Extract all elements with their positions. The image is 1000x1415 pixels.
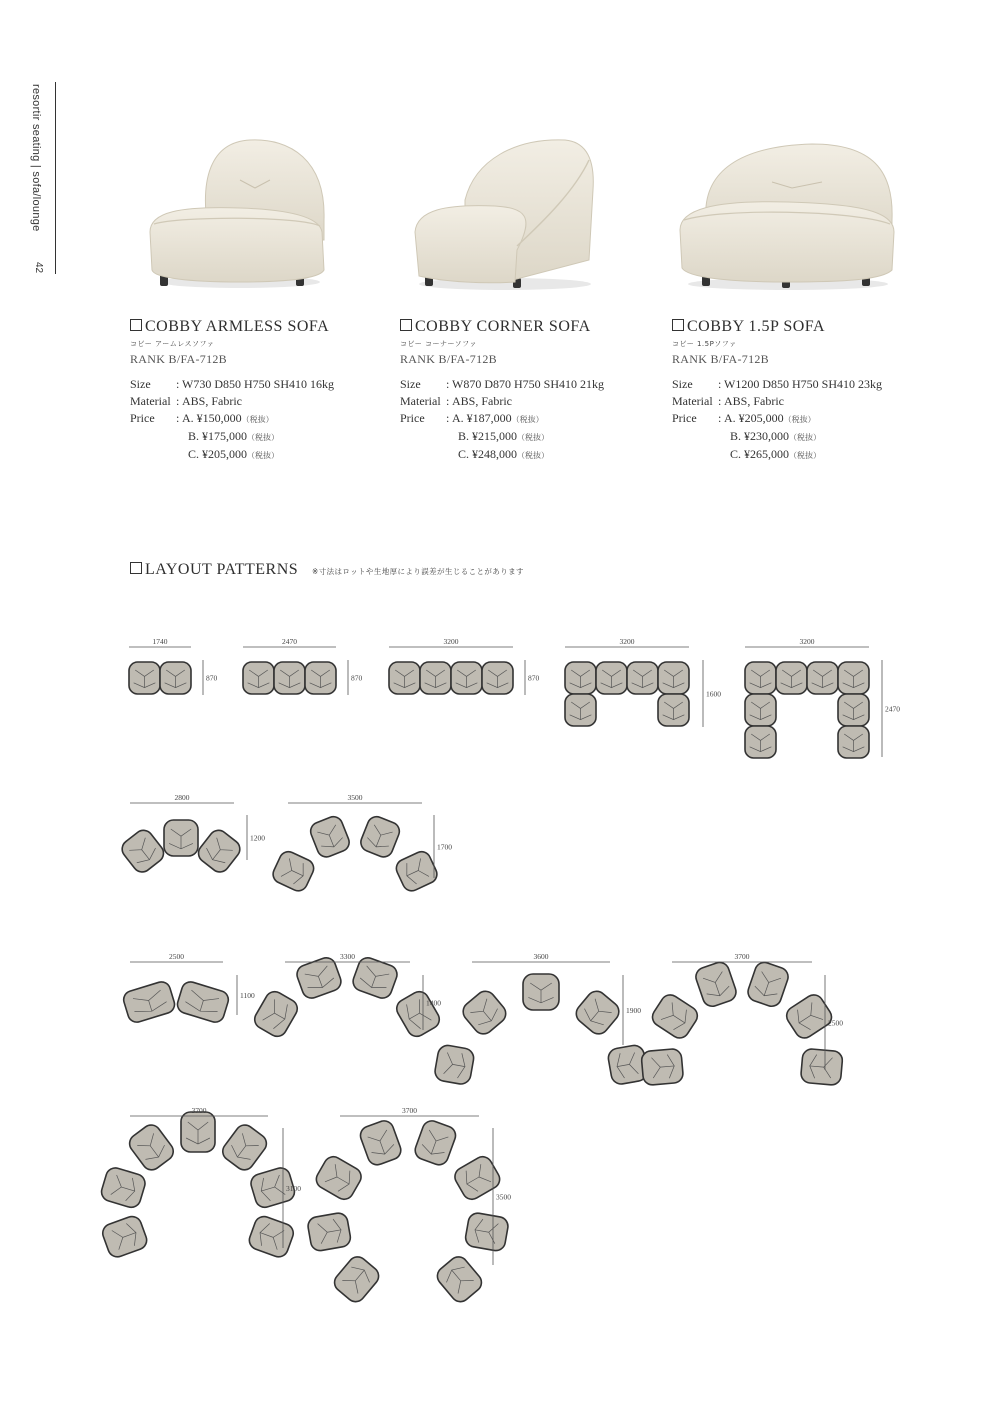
depth-dimension: 870 [206, 673, 218, 683]
seat-module [274, 662, 305, 694]
seat-module [181, 1112, 215, 1152]
depth-dimension: 1600 [706, 689, 721, 699]
width-dimension: 3200 [443, 637, 459, 646]
seat-module [776, 662, 807, 694]
seat-module [565, 662, 596, 694]
seat-module [745, 960, 790, 1009]
seat-module [745, 726, 776, 758]
seat-module [658, 694, 689, 726]
width-dimension: 1740 [152, 637, 168, 646]
price-b: B. ¥230,000（税抜） [730, 429, 822, 443]
width-dimension: 3700 [191, 1106, 207, 1115]
price-a: A. ¥205,000（税抜） [724, 411, 816, 425]
seat-module [783, 991, 835, 1041]
layout-pattern [389, 662, 513, 694]
layout-pattern [307, 1118, 510, 1305]
width-dimension: 3700 [402, 1106, 417, 1115]
width-dimension: 2800 [174, 793, 190, 802]
seat-module [175, 980, 230, 1025]
layout-pattern [129, 662, 191, 694]
product-name: COBBY ARMLESS SOFA [130, 318, 400, 336]
price-a: A. ¥187,000（税抜） [452, 411, 544, 425]
width-dimension: 3600 [533, 952, 549, 961]
seat-module [129, 662, 160, 694]
spec-list: Size : W870 D870 H750 SH410 21kg Material : ABS, Fabric Price : A. ¥187,000（税抜） B. ¥215,000（税抜） C. ¥248,000（税抜） [400, 376, 670, 464]
width-dimension: 2470 [282, 637, 297, 646]
seat-module [121, 980, 176, 1025]
seat-module [331, 1253, 383, 1305]
seat-module [308, 814, 352, 860]
seat-module [838, 694, 869, 726]
layout-pattern [243, 662, 336, 694]
price-c: C. ¥265,000（税抜） [730, 447, 822, 461]
seat-module [358, 814, 402, 860]
seat-module [800, 1048, 843, 1085]
depth-dimension: 870 [351, 673, 363, 683]
seat-module [434, 1253, 486, 1305]
layout-pattern [118, 820, 243, 876]
seat-module [596, 662, 627, 694]
width-dimension: 2500 [169, 952, 184, 961]
seat-module [745, 694, 776, 726]
seat-module [464, 1212, 509, 1252]
product-name: COBBY CORNER SOFA [400, 318, 670, 336]
seat-module [413, 1118, 459, 1167]
spec-size: W730 D850 H750 SH410 16kg [182, 377, 334, 391]
width-dimension: 3200 [799, 637, 815, 646]
seat-module [118, 826, 167, 875]
product-name: COBBY 1.5P SOFA [672, 318, 942, 336]
seat-module [393, 988, 442, 1040]
product-rank: RANK B/FA-712B [672, 352, 769, 366]
seat-module [251, 988, 300, 1040]
layout-pattern [745, 662, 869, 758]
seat-module [838, 726, 869, 758]
seat-module [572, 987, 623, 1038]
layout-note: ※寸法はロットや生地厚により誤差が生じることがあります [312, 567, 524, 576]
seat-module [243, 662, 274, 694]
layout-pattern [251, 955, 442, 1040]
depth-dimension: 2500 [828, 1018, 843, 1028]
seat-module [100, 1214, 149, 1260]
section-label: resortir seating | sofa/lounge [30, 84, 42, 232]
depth-dimension: 1700 [437, 842, 452, 852]
seat-module [160, 662, 191, 694]
price-b: B. ¥175,000（税抜） [188, 429, 280, 443]
product-jp-name: コビー アームレスソファ [130, 340, 215, 348]
seat-module [195, 826, 244, 875]
seat-module [745, 662, 776, 694]
seat-module [649, 991, 701, 1041]
seat-module [565, 694, 596, 726]
price-a: A. ¥150,000（税抜） [182, 411, 274, 425]
depth-dimension: 870 [528, 673, 540, 683]
spec-size: W1200 D850 H750 SH410 23kg [724, 377, 882, 391]
seat-module [641, 1048, 684, 1085]
page-number: 42 [33, 262, 44, 274]
seat-module [627, 662, 658, 694]
price-c: C. ¥248,000（税抜） [458, 447, 550, 461]
seat-module [126, 1121, 177, 1173]
seat-module [433, 1044, 475, 1086]
depth-dimension: 1200 [250, 833, 265, 843]
seat-module [693, 960, 738, 1009]
seat-module [658, 662, 689, 694]
price-b: B. ¥215,000（税抜） [458, 429, 550, 443]
layout-pattern [121, 980, 230, 1025]
spec-size: W870 D870 H750 SH410 21kg [452, 377, 604, 391]
depth-dimension: 3100 [286, 1184, 301, 1193]
seat-module [451, 662, 482, 694]
seat-module [247, 1214, 296, 1260]
spec-list: Size : W730 D850 H750 SH410 16kg Material : ABS, Fabric Price : A. ¥150,000（税抜） B. ¥175,000（税抜） C. ¥205,000（税抜） [130, 376, 400, 464]
layout-pattern [99, 1112, 297, 1259]
width-dimension: 3500 [347, 793, 363, 802]
width-dimension: 3700 [734, 952, 750, 961]
depth-dimension: 3500 [496, 1192, 511, 1202]
layout-title: LAYOUT PATTERNS [130, 561, 298, 579]
seat-module [482, 662, 513, 694]
width-dimension: 3200 [619, 637, 635, 646]
seat-module [393, 849, 440, 894]
price-c: C. ¥205,000（税抜） [188, 447, 280, 461]
layout-pattern [641, 960, 843, 1086]
seat-module [459, 987, 510, 1038]
seat-module [164, 820, 198, 856]
layout-pattern [565, 662, 689, 726]
seat-module [420, 662, 451, 694]
product-jp-name: コビー コーナーソファ [400, 340, 478, 348]
depth-dimension: 1100 [240, 991, 255, 1000]
depth-dimension: 1900 [626, 1006, 641, 1015]
seat-module [358, 1118, 404, 1167]
product-rank: RANK B/FA-712B [400, 352, 497, 366]
layout-pattern [433, 974, 648, 1086]
depth-dimension: 1400 [426, 998, 441, 1008]
seat-module [389, 662, 420, 694]
seat-module [305, 662, 336, 694]
layout-pattern [270, 814, 440, 894]
depth-dimension: 2470 [885, 704, 900, 714]
seat-module [313, 1153, 365, 1202]
product-jp-name: コビー 1.5Pソファ [672, 340, 737, 348]
product-rank: RANK B/FA-712B [130, 352, 227, 366]
seat-module [838, 662, 869, 694]
seat-module [219, 1121, 270, 1173]
spec-material: ABS, Fabric [182, 394, 242, 408]
seat-module [807, 662, 838, 694]
spec-list: Size : W1200 D850 H750 SH410 23kg Material : ABS, Fabric Price : A. ¥205,000（税抜） B. ¥230,000（税抜） C. ¥265,000（税抜） [672, 376, 942, 464]
seat-module [99, 1166, 147, 1210]
spec-material: ABS, Fabric [452, 394, 512, 408]
seat-module [523, 974, 559, 1010]
seat-module [270, 849, 317, 894]
spec-material: ABS, Fabric [724, 394, 784, 408]
width-dimension: 3300 [340, 952, 355, 961]
seat-module [307, 1212, 352, 1252]
